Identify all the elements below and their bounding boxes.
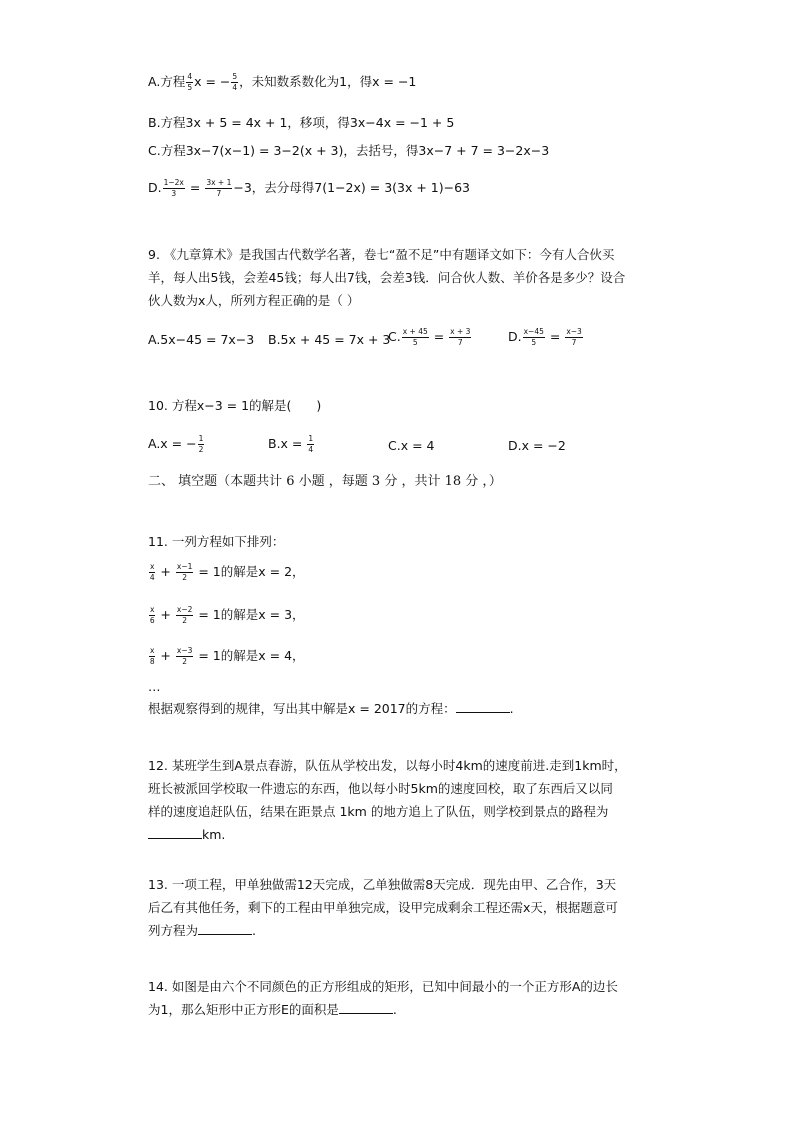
q12-line3: 样的速度追赶队伍，结果在距景点 1km 的地方追上了队伍，则学校到景点的路程为 (148, 804, 609, 819)
answer-blank[interactable] (339, 1001, 393, 1014)
q13-line2: 后乙有其他任务，剩下的工程由甲单独完成，设甲完成剩余工程还需x天，根据题意可 (148, 900, 618, 915)
q11-stem: 11. 一列方程如下排列： (148, 534, 285, 549)
q10-option-a: A.x = − $\frac{1}{2}$ (148, 434, 204, 454)
fraction: $\frac{x-3}{7}$ (566, 327, 582, 347)
answer-blank[interactable] (198, 922, 252, 935)
fraction: $\frac{x-2}{2}$ (176, 605, 193, 625)
section-heading: 二、 填空题（本题共计 6 小题 ，每题 3 分 ，共计 18 分 ，） (148, 474, 502, 489)
q12-line1: 12. 某班学生到A景点春游，队伍从学校出发，以每小时4km的速度前进.走到1km时， (148, 758, 627, 773)
q9-option-c: C. $\frac{x + 45}{5}$ = $\frac{x + 3}{7}$ (388, 327, 471, 347)
fraction: $\frac{x-1}{2}$ (176, 562, 193, 582)
q9-option-b: B.5x + 45 = 7x + 3 (268, 332, 391, 347)
q11-equation-2: $\frac{x}{6}$ + $\frac{x-2}{2}$ = 1的解是x = 3， (149, 605, 305, 625)
q11-equation-1: $\frac{x}{4}$ + $\frac{x-1}{2}$ = 1的解是x = 2， (149, 562, 305, 582)
fraction: $\frac{x-3}{2}$ (176, 646, 193, 666)
fraction: $\frac{3x + 1}{7}$ (206, 178, 232, 198)
fraction: $\frac{x}{6}$ (149, 605, 155, 625)
q9-option-a: A.5x−45 = 7x−3 (148, 332, 255, 347)
answer-blank[interactable] (148, 826, 202, 839)
q10-stem: 10. 方程x−3 = 1的解是( ) (148, 398, 322, 413)
fraction: $\frac{1}{2}$ (198, 434, 204, 454)
q9-stem-line3: 伙人数为x人，所列方程正确的是（ ） (148, 293, 360, 308)
fraction: $\frac{1}{4}$ (308, 434, 314, 454)
q12-line4: km. (148, 826, 225, 844)
fraction: $\frac{x}{8}$ (149, 646, 155, 666)
q14-line2: 为1，那么矩形中正方形E的面积是 . (148, 1002, 397, 1017)
fraction: $\frac{1-2x}{3}$ (163, 178, 184, 198)
q13-line1: 13. 一项工程，甲单独做需12天完成，乙单独做需8天完成．现先由甲、乙合作，3天 (148, 877, 617, 892)
q9-stem-line1: 9. 《九章算术》是我国古代数学名著，卷七“盈不足”中有题译文如下：今有人合伙买 (148, 247, 615, 262)
q14-line1: 14. 如图是由六个不同颜色的正方形组成的矩形，已知中间最小的一个正方形A的边长 (148, 979, 618, 994)
q9-option-d: D. $\frac{x-45}{5}$ = $\frac{x-3}{7}$ (508, 327, 582, 347)
fraction: $\frac{x + 45}{5}$ (402, 327, 428, 347)
fraction: $\frac{5}{4}$ (232, 72, 238, 92)
q9-stem-line2: 羊，每人出5钱，会差45钱；每人出7钱，会差3钱．问合伙人数、羊价各是多少？设合 (148, 270, 626, 285)
fraction: $\frac{x-45}{5}$ (523, 327, 544, 347)
q11-question: 根据观察得到的规律，写出其中解是x = 2017的方程： . (148, 701, 514, 716)
q8-option-a: A.方程 $\frac{4}{5}$ x = − $\frac{5}{4}$ ，未知数系数化为1，得x = −1 (148, 72, 417, 92)
q12-line2: 班长被派回学校取一件遗忘的东西，他以每小时5km的速度回校，取了东西后又以同 (148, 781, 613, 796)
q8-option-b: B.方程3x + 5 = 4x + 1，移项，得3x−4x = −1 + 5 (148, 115, 455, 130)
fraction: $\frac{4}{5}$ (187, 72, 193, 92)
q8-option-c: C.方程3x−7(x−1) = 3−2(x + 3)，去括号，得3x−7 + 7 = 3−2x−3 (148, 143, 550, 158)
q11-equation-3: $\frac{x}{8}$ + $\frac{x-3}{2}$ = 1的解是x = 4， (149, 646, 305, 666)
q10-option-d: D.x = −2 (508, 438, 566, 453)
fraction: $\frac{x}{4}$ (149, 562, 155, 582)
answer-blank[interactable] (456, 700, 510, 713)
q11-ellipsis: … (148, 679, 161, 694)
q13-line3: 列方程为 . (148, 923, 256, 938)
q10-option-b: B.x = $\frac{1}{4}$ (268, 434, 314, 454)
fraction: $\frac{x + 3}{7}$ (450, 327, 471, 347)
q8-option-d: D. $\frac{1-2x}{3}$ = $\frac{3x + 1}{7}$ −3，去分母得7(1−2x) = 3(3x + 1)−63 (148, 178, 470, 198)
q10-option-c: C.x = 4 (388, 438, 435, 453)
